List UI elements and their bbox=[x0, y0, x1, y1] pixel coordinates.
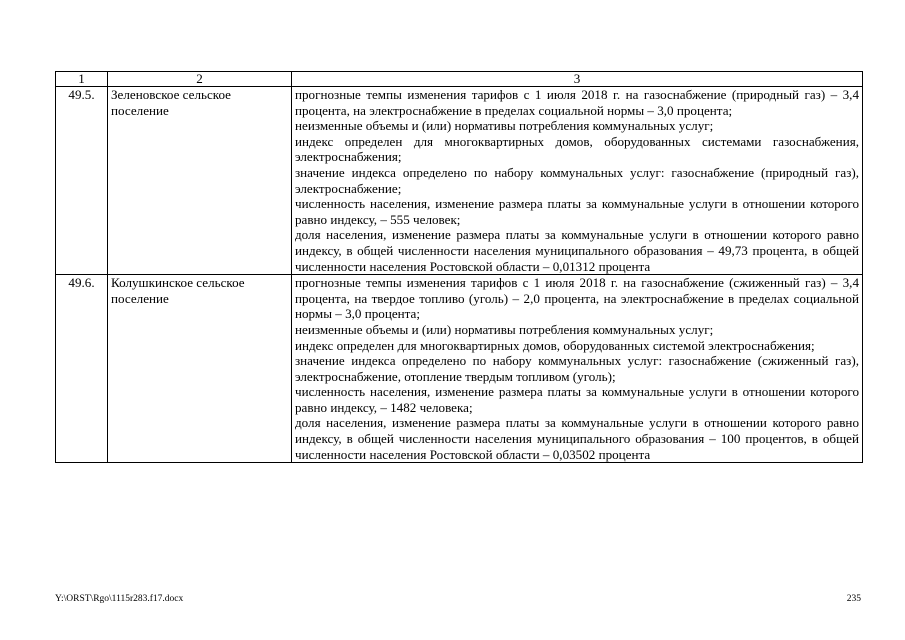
header-col-2: 2 bbox=[108, 72, 292, 87]
description-paragraph: индекс определен для многоквартирных домов, оборудованных системой электроснабжения; bbox=[295, 337, 815, 353]
table-header-row bbox=[56, 72, 863, 87]
header-col-3: 3 bbox=[292, 72, 863, 87]
description-paragraph: неизменные объемы и (или) нормативы потребления коммунальных услуг; bbox=[295, 118, 714, 134]
settlement-name: Колушкинское сельское поселение bbox=[108, 275, 292, 463]
description-paragraph: значение индекса определено по набору коммунальных услуг: газоснабжение (сжиженный газ), электроснабжение, отопление твердым топливом (уголь); bbox=[295, 353, 859, 384]
description-paragraph: прогнозные темпы изменения тарифов с 1 июля 2018 г. на газоснабжение (природный газ) – 3,4 процента, на электроснабжение в пределах социальной нормы – 3,0 процента; bbox=[295, 87, 859, 118]
row-number: 49.6. bbox=[56, 275, 108, 463]
description-paragraph: доля населения, изменение размера платы за коммунальные услуги в отношении которого равно индексу, в общей численности населения муниципального образования – 49,73 процента, в общей численности населения Ростовской области – 0,01312 процента bbox=[295, 227, 859, 274]
footer-file-path: Y:\ORST\Rgo\1115r283.f17.docx bbox=[55, 594, 184, 604]
description-paragraph: прогнозные темпы изменения тарифов с 1 июля 2018 г. на газоснабжение (сжиженный газ) – 3,4 процента, на твердое топливо (уголь) – 2,0 процента, на электроснабжение в пределах социальной нормы – 3,0 процента; bbox=[295, 275, 859, 322]
description-paragraph: неизменные объемы и (или) нормативы потребления коммунальных услуг; bbox=[295, 321, 714, 337]
table-row bbox=[56, 275, 863, 463]
footer-page-number: 235 bbox=[846, 594, 861, 604]
row-description bbox=[292, 275, 863, 463]
row-number: 49.5. bbox=[56, 87, 108, 275]
description-paragraph: доля населения, изменение размера платы за коммунальные услуги в отношении которого равно индексу, в общей численности населения муниципального образования – 100 процентов, в общей численности населения Ростовской области – 0,03502 процента bbox=[295, 415, 859, 462]
header-col-1: 1 bbox=[56, 72, 108, 87]
row-description bbox=[292, 87, 863, 275]
table-row bbox=[56, 87, 863, 275]
description-paragraph: индекс определен для многоквартирных домов, оборудованных системами газоснабжения, электроснабжения; bbox=[295, 133, 859, 165]
document-table bbox=[55, 71, 863, 463]
settlement-name: Зеленовское сельское поселение bbox=[108, 87, 292, 275]
description-paragraph: численность населения, изменение размера платы за коммунальные услуги в отношении которого равно индексу, – 1482 человека; bbox=[295, 384, 859, 415]
description-paragraph: значение индекса определено по набору коммунальных услуг: газоснабжение (природный газ), электроснабжение; bbox=[295, 164, 859, 196]
description-paragraph: численность населения, изменение размера платы за коммунальные услуги в отношении которого равно индексу, – 555 человек; bbox=[295, 196, 859, 227]
